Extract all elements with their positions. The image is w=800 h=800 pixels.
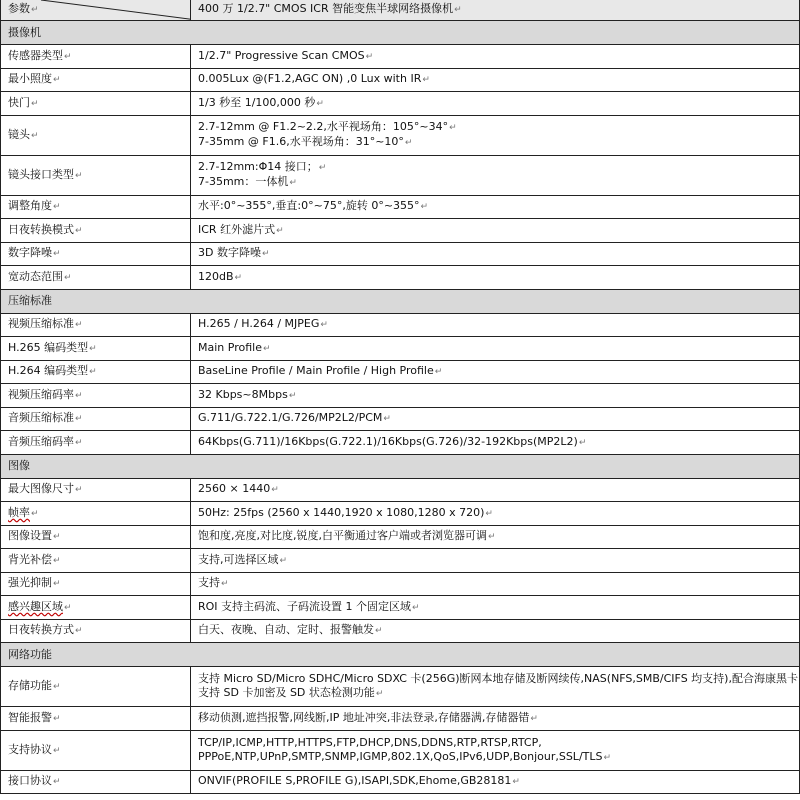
spec-row	[1, 219, 800, 243]
paragraph-mark: ↵	[271, 485, 279, 496]
spec-row	[1, 431, 800, 455]
spec-key	[1, 770, 191, 794]
spec-key-label: 感兴趣区域	[8, 599, 63, 613]
spec-value-line: H.265 / H.264 / MJPEG	[198, 317, 320, 331]
section-header-row	[1, 289, 800, 313]
spec-value-line: 120dB	[198, 269, 234, 283]
spec-value-line: 1/3 秒至 1/100,000 秒	[198, 95, 316, 109]
spec-value	[191, 266, 800, 290]
spec-key-label: 接口协议	[8, 774, 52, 788]
paragraph-mark: ↵	[75, 437, 83, 448]
spec-value	[191, 596, 800, 620]
section-header-row	[1, 21, 800, 45]
paragraph-mark: ↵	[375, 626, 383, 637]
paragraph-mark: ↵	[375, 689, 384, 699]
spec-value-line: 水平:0°~355°,垂直:0°~75°,旋转 0°~355°	[198, 199, 420, 213]
spec-key	[1, 242, 191, 266]
spec-row	[1, 549, 800, 573]
spec-value	[191, 572, 800, 596]
spec-key	[1, 549, 191, 573]
header-row	[1, 0, 800, 21]
spec-value-line: 1/2.7" Progressive Scan CMOS	[198, 48, 365, 62]
spec-key-label: 图像设置	[8, 529, 52, 543]
spec-key	[1, 619, 191, 643]
spec-value	[191, 549, 800, 573]
spec-value-line: BaseLine Profile / Main Profile / High Profile	[198, 364, 434, 378]
paragraph-mark: ↵	[31, 4, 39, 15]
spec-key	[1, 596, 191, 620]
diagonal-line	[1, 0, 191, 21]
spec-key	[1, 92, 191, 116]
spec-value-line: 64Kbps(G.711)/16Kbps(G.722.1)/16Kbps(G.726)/32-192Kbps(MP2L2)	[198, 434, 578, 448]
spec-key-label: 支持协议	[8, 742, 52, 756]
spec-value-line: 饱和度,亮度,对比度,锐度,白平衡通过客户端或者浏览器可调	[198, 529, 487, 543]
header-param-label: 参数	[8, 1, 30, 15]
header-model-cell	[191, 0, 800, 21]
header-model-label: 400 万 1/2.7" CMOS ICR 智能变焦半球网络摄像机	[198, 1, 454, 15]
paragraph-mark: ↵	[289, 178, 297, 188]
spec-row	[1, 730, 800, 770]
spec-key	[1, 431, 191, 455]
spec-key	[1, 68, 191, 92]
spec-key	[1, 360, 191, 384]
paragraph-mark: ↵	[530, 713, 538, 724]
section-title: 摄像机	[1, 21, 800, 45]
paragraph-mark: ↵	[578, 437, 587, 448]
spec-key	[1, 502, 191, 526]
spec-value-line: ROI 支持主码流、子码流设置 1 个固定区域	[198, 599, 412, 613]
spec-row	[1, 360, 800, 384]
spec-key-label: 视频压缩标准	[8, 317, 74, 331]
spec-key	[1, 155, 191, 195]
spec-row	[1, 407, 800, 431]
paragraph-mark: ↵	[75, 225, 83, 236]
spec-value-line: Main Profile	[198, 340, 262, 354]
spec-key	[1, 266, 191, 290]
section-title: 网络功能	[1, 643, 800, 667]
paragraph-mark: ↵	[53, 713, 61, 724]
paragraph-mark: ↵	[512, 777, 520, 788]
paragraph-mark: ↵	[53, 682, 61, 692]
spec-key-label: 音频压缩标准	[8, 411, 74, 425]
paragraph-mark: ↵	[603, 752, 612, 763]
paragraph-mark: ↵	[262, 343, 271, 354]
spec-key	[1, 45, 191, 69]
paragraph-mark: ↵	[31, 508, 39, 519]
spec-value-line: ICR 红外滤片式	[198, 222, 276, 236]
spec-key	[1, 313, 191, 337]
paragraph-mark: ↵	[234, 272, 243, 283]
spec-key-label: 镜头	[8, 127, 30, 141]
paragraph-mark: ↵	[318, 163, 327, 173]
spec-row	[1, 707, 800, 731]
spec-row	[1, 313, 800, 337]
spec-value-line: 50Hz: 25fps (2560 x 1440,1920 x 1080,1280 x 720)	[198, 505, 485, 519]
spec-key-label: 最大图像尺寸	[8, 482, 74, 496]
spec-key-label: 日夜转换模式	[8, 222, 74, 236]
spec-key	[1, 730, 191, 770]
paragraph-mark: ↵	[454, 4, 462, 15]
spec-key	[1, 525, 191, 549]
spec-value-line: 白天、夜晚、自动、定时、报警触发	[198, 623, 374, 637]
spec-key	[1, 478, 191, 502]
paragraph-mark: ↵	[53, 555, 61, 566]
spec-row	[1, 572, 800, 596]
spec-value	[191, 242, 800, 266]
spec-value	[191, 525, 800, 549]
spec-value-line: 32 Kbps~8Mbps	[198, 387, 288, 401]
spec-key-label: 强光抑制	[8, 576, 52, 590]
paragraph-mark: ↵	[420, 202, 429, 213]
paragraph-mark: ↵	[53, 75, 61, 86]
paragraph-mark: ↵	[75, 320, 83, 331]
spec-value	[191, 219, 800, 243]
spec-key	[1, 707, 191, 731]
spec-value	[191, 195, 800, 219]
spec-row	[1, 195, 800, 219]
spec-value-line: ONVIF(PROFILE S,PROFILE G),ISAPI,SDK,Ehome,GB28181	[198, 774, 512, 788]
paragraph-mark: ↵	[53, 249, 61, 260]
spec-row	[1, 337, 800, 361]
spec-value-line: 0.005Lux @(F1.2,AGC ON) ,0 Lux with IR	[198, 72, 422, 86]
spec-key	[1, 337, 191, 361]
paragraph-mark: ↵	[221, 579, 229, 590]
spec-row	[1, 596, 800, 620]
paragraph-mark: ↵	[261, 249, 270, 260]
spec-key	[1, 407, 191, 431]
paragraph-mark: ↵	[412, 602, 420, 613]
paragraph-mark: ↵	[75, 390, 83, 401]
spec-value-line: 7-35mm @ F1.6,水平视场角：31°~10°	[198, 135, 404, 148]
spec-key-label: 音频压缩码率	[8, 434, 74, 448]
spec-value-line: 支持	[198, 576, 220, 590]
spec-key	[1, 115, 191, 155]
paragraph-mark: ↵	[488, 532, 496, 543]
spec-key-label: H.265 编码类型	[8, 340, 89, 354]
paragraph-mark: ↵	[485, 508, 493, 519]
paragraph-mark: ↵	[288, 390, 297, 401]
section-header-row	[1, 454, 800, 478]
spec-key-label: 数字降噪	[8, 246, 52, 260]
paragraph-mark: ↵	[75, 414, 83, 425]
paragraph-mark: ↵	[89, 367, 97, 378]
spec-row	[1, 266, 800, 290]
spec-value	[191, 45, 800, 69]
spec-value	[191, 115, 800, 155]
spec-key	[1, 384, 191, 408]
spec-value	[191, 407, 800, 431]
spec-row	[1, 619, 800, 643]
spec-key	[1, 219, 191, 243]
section-title: 压缩标准	[1, 289, 800, 313]
spec-row	[1, 45, 800, 69]
spec-value-line: 支持,可选择区域	[198, 552, 279, 566]
spec-key-label: 宽动态范围	[8, 269, 63, 283]
paragraph-mark: ↵	[434, 367, 443, 378]
paragraph-mark: ↵	[75, 626, 83, 637]
spec-value-line: 3D 数字降噪	[198, 246, 261, 260]
spec-value	[191, 155, 800, 195]
spec-value	[191, 68, 800, 92]
spec-key-label: 背光补偿	[8, 552, 52, 566]
spec-row	[1, 384, 800, 408]
paragraph-mark: ↵	[383, 414, 391, 425]
spec-value	[191, 384, 800, 408]
spec-value-line: 7-35mm：一体机	[198, 175, 289, 188]
section-header-row	[1, 643, 800, 667]
spec-row	[1, 525, 800, 549]
spec-row	[1, 478, 800, 502]
spec-value	[191, 770, 800, 794]
paragraph-mark: ↵	[53, 532, 61, 543]
paragraph-mark: ↵	[276, 225, 284, 236]
spec-value-line: 移动侦测,遮挡报警,网线断,IP 地址冲突,非法登录,存储器满,存储器错	[198, 710, 530, 724]
paragraph-mark: ↵	[404, 138, 413, 148]
spec-row	[1, 667, 800, 707]
spec-value	[191, 478, 800, 502]
spec-row	[1, 770, 800, 794]
spec-key-label: 日夜转换方式	[8, 623, 74, 637]
spec-key-label: 最小照度	[8, 72, 52, 86]
spec-key-label: 视频压缩码率	[8, 387, 74, 401]
spec-key-label: 调整角度	[8, 199, 52, 213]
paragraph-mark: ↵	[31, 98, 39, 109]
paragraph-mark: ↵	[365, 51, 374, 62]
spec-value-line: G.711/G.722.1/G.726/MP2L2/PCM	[198, 411, 383, 425]
spec-row	[1, 115, 800, 155]
spec-key-label: H.264 编码类型	[8, 364, 89, 378]
spec-row	[1, 92, 800, 116]
spec-value	[191, 502, 800, 526]
paragraph-mark: ↵	[64, 602, 72, 613]
spec-value-line: 2.7-12mm @ F1.2~2.2,水平视场角：105°~34°	[198, 120, 449, 133]
spec-value	[191, 707, 800, 731]
paragraph-mark: ↵	[75, 485, 83, 496]
spec-key-label: 存储功能	[8, 679, 52, 692]
spec-value	[191, 337, 800, 361]
paragraph-mark: ↵	[422, 75, 430, 86]
paragraph-mark: ↵	[316, 98, 324, 109]
spec-key-label: 智能报警	[8, 710, 52, 724]
paragraph-mark: ↵	[279, 555, 288, 566]
spec-value-line: 2.7-12mm:Φ14 接口；	[198, 160, 318, 173]
spec-value	[191, 431, 800, 455]
spec-value	[191, 619, 800, 643]
spec-value	[191, 730, 800, 770]
spec-key-label: 传感器类型	[8, 48, 63, 62]
spec-value	[191, 667, 800, 707]
spec-row	[1, 68, 800, 92]
spec-key	[1, 667, 191, 707]
spec-key-label: 帧率	[8, 505, 30, 519]
spec-key-label: 镜头接口类型	[8, 167, 74, 181]
spec-value-line: 2560 × 1440	[198, 482, 271, 496]
paragraph-mark: ↵	[53, 745, 61, 756]
paragraph-mark: ↵	[64, 51, 72, 62]
paragraph-mark: ↵	[89, 343, 97, 354]
paragraph-mark: ↵	[320, 320, 328, 331]
spec-key-label: 快门	[8, 95, 30, 109]
spec-value-line: 支持 Micro SD/Micro SDHC/Micro SDXC 卡(256G)断网本地存储及断网续传,NAS(NFS,SMB/CIFS 均支持),配合海康黑卡支持 SD 卡加密及 SD 状态检测功能	[198, 672, 798, 699]
paragraph-mark: ↵	[64, 272, 72, 283]
spec-row	[1, 155, 800, 195]
header-param-cell	[1, 0, 191, 21]
spec-value-line: TCP/IP,ICMP,HTTP,HTTPS,FTP,DHCP,DNS,DDNS,RTP,RTSP,RTCP, PPPoE,NTP,UPnP,SMTP,SNMP,IGMP,802.1X,QoS,IPv6,UDP,Bonjour,SSL/TLS	[198, 735, 603, 763]
paragraph-mark: ↵	[53, 579, 61, 590]
paragraph-mark: ↵	[53, 777, 61, 788]
spec-row	[1, 502, 800, 526]
paragraph-mark: ↵	[53, 202, 61, 213]
spec-key	[1, 195, 191, 219]
paragraph-mark: ↵	[449, 123, 457, 133]
spec-value	[191, 92, 800, 116]
section-title: 图像	[1, 454, 800, 478]
spec-value	[191, 360, 800, 384]
paragraph-mark: ↵	[31, 130, 39, 141]
spec-value	[191, 313, 800, 337]
paragraph-mark: ↵	[75, 170, 83, 181]
spec-key	[1, 572, 191, 596]
spec-row	[1, 242, 800, 266]
